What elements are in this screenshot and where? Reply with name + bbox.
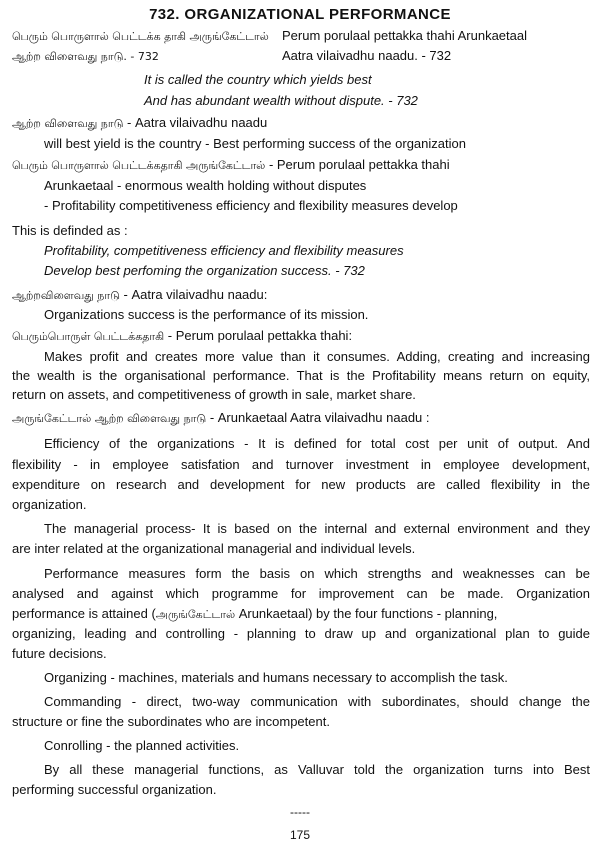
section-3-tamil: அருங்கேட்டால் ஆற்ற விளைவது நாடு [12,412,207,425]
section-2-body-line-2: the wealth is the organisational performance. That is the Profitability means return on equity, [12,368,590,383]
section-3-body-line-2: flexibility - in employee satisfation and turnover investment in employee development, [12,457,590,472]
section-1-rest: - Aatra vilaivadhu naadu: [119,287,268,302]
gloss-b-rest: - Perum porulaal pettakka thahi [265,157,450,172]
paragraph-2-line-3 [12,606,590,623]
paragraph-2-line-3-end: Arunkaetaal) by the four functions - planning, [235,606,498,621]
verse-line-2 [12,48,590,65]
paragraph-3: Organizing - machines, materials and humans necessary to accomplish the task. [44,670,508,685]
paragraph-5: Conrolling - the planned activities. [44,738,240,753]
paragraph-2-line-3-tamil: அருங்கேட்டால் [155,608,236,621]
gloss-b-tamil: பெரும் பொருளால் பெட்டக்கதாகி அருங்கேட்டால் [12,159,266,172]
paragraph-2-line-3-start: performance is attained ( [12,606,156,621]
verse-line-1-latin: Perum porulaal pettakka thahi Arunkaetaal [282,28,527,43]
section-1-tamil: ஆற்றவிளைவது நாடு [12,289,120,302]
gloss-a-rest: - Aatra vilaivadhu naadu [123,115,268,130]
gloss-a-line-1 [12,115,590,132]
verse-line-1 [12,28,590,45]
gloss-b-line-1 [12,157,590,174]
page-title: 732. ORGANIZATIONAL PERFORMANCE [149,6,451,23]
paragraph-4-line-2: structure or fine the subordinates who are incompetent. [12,714,330,729]
section-3-heading [12,410,590,427]
verse-line-2-tamil: ஆற்ற விளைவது நாடு. - 732 [12,50,159,63]
paragraph-2-line-4: organizing, leading and controlling - planning to draw up and organizational plan to guide [12,626,590,641]
defined-intro: This is definded as : [12,223,128,238]
section-2-body-line-1: Makes profit and creates more value than it consumes. Adding, creating and increasing [44,349,590,364]
paragraph-2-line-5: future decisions. [12,646,107,661]
section-2-rest: - Perum porulaal pettakka thahi: [164,328,353,343]
gloss-a-tamil: ஆற்ற விளைவது நாடு [12,117,124,130]
translation-line-2: And has abundant wealth without dispute. - 732 [144,93,418,108]
section-2-body-line-3: return on assets, and competitiveness of growth in sale, market share. [12,387,416,402]
page-number: 175 [289,828,311,842]
gloss-b-line-3: - Profitability competitiveness efficiency and flexibility measures develop [44,198,458,213]
section-separator: ----- [290,805,310,819]
section-1-heading [12,287,590,304]
paragraph-2-line-1: Performance measures form the basis on which strengths and weaknesses can be [44,566,590,581]
paragraph-2-line-2: analysed and against which programme for improvement can be made. Organization [12,586,590,601]
paragraph-1-line-2: are inter related at the organizational managerial and individual levels. [12,541,416,556]
paragraph-4-line-1: Commanding - direct, two-way communication with subordinates, should change the [44,694,590,709]
verse-line-2-latin: Aatra vilaivadhu naadu. - 732 [282,48,452,63]
section-3-body-line-1: Efficiency of the organizations - It is defined for total cost per unit of output. And [44,436,590,451]
section-3-body-line-3: expenditure on research and development for new products are called flexibility in the [12,477,590,492]
gloss-a-line-2: will best yield is the country - Best performing success of the organization [44,136,466,151]
defined-line-2: Develop best perfoming the organization success. - 732 [44,263,365,278]
gloss-b-line-2: Arunkaetaal - enormous wealth holding without disputes [44,178,367,193]
paragraph-6-line-2: performing successful organization. [12,782,217,797]
section-1-body: Organizations success is the performance of its mission. [44,307,369,322]
translation-line-1: It is called the country which yields best [144,72,372,87]
paragraph-6-line-1: By all these managerial functions, as Valluvar told the organization turns into Best [44,762,590,777]
verse-line-1-tamil: பெரும் பொருளால் பெட்டக்க தாகி அருங்கேட்டால் [12,30,269,43]
section-2-heading [12,328,590,345]
paragraph-1-line-1: The managerial process- It is based on the internal and external environment and they [44,521,590,536]
defined-line-1: Profitability, competitiveness efficiency and flexibility measures [44,243,404,258]
section-3-body-line-4: organization. [12,497,87,512]
section-3-rest: - Arunkaetaal Aatra vilaivadhu naadu : [206,410,430,425]
section-2-tamil: பெரும்பொருள் பெட்டக்கதாகி [12,330,165,343]
